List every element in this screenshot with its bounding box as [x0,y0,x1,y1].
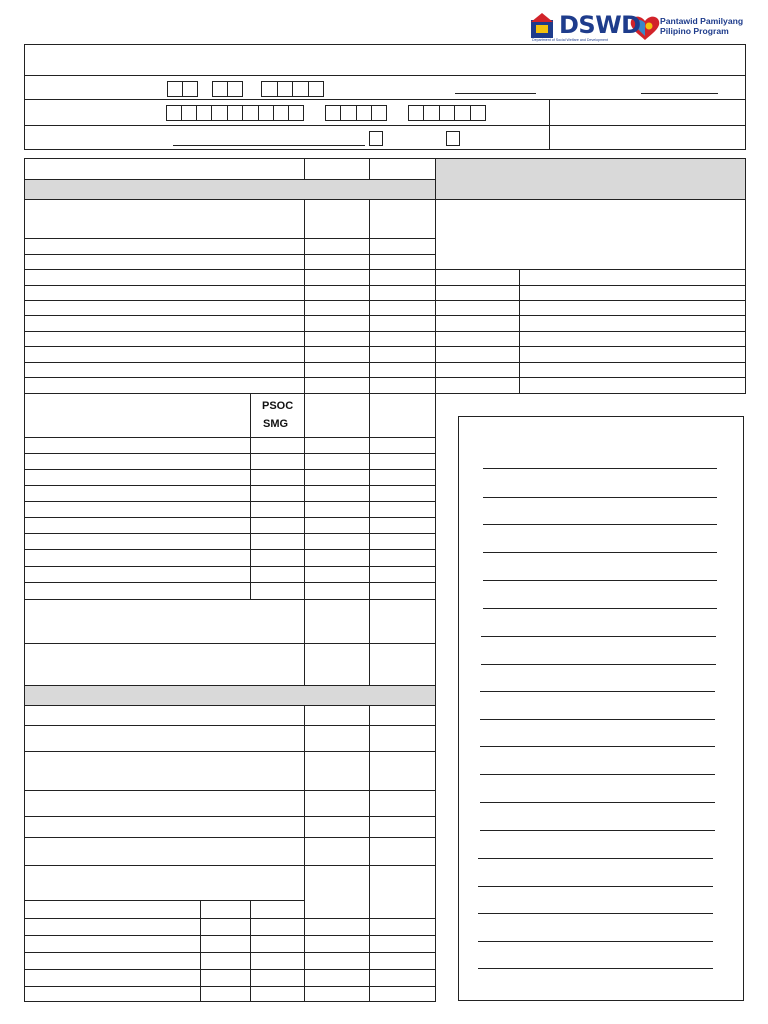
notes-line[interactable] [478,858,713,859]
row-line [24,315,746,316]
row-line [24,517,435,518]
row-line [24,179,435,180]
info-block [24,44,746,150]
row-line [24,986,435,987]
notes-line[interactable] [480,719,715,720]
program-name-line2: Pilipino Program [660,26,729,36]
row-line [24,582,435,583]
right-table-border [745,158,746,394]
notes-line[interactable] [483,552,717,553]
row-line [24,900,304,901]
notes-line[interactable] [478,968,713,969]
right-table-border [435,158,746,159]
info-divider [24,75,746,76]
row-line [24,437,435,438]
notes-line[interactable] [480,691,715,692]
row-line [24,705,435,706]
col-line [304,199,305,686]
info-divider [24,99,746,100]
row-line [24,362,746,363]
row-line [24,935,435,936]
row-line [24,865,435,866]
row-line [24,346,746,347]
notes-line[interactable] [480,802,715,803]
row-line [24,469,435,470]
agency-full-name: Department of Social Welfare and Development [532,38,609,42]
row-line [24,285,746,286]
row-line [24,918,435,919]
notes-line[interactable] [478,886,713,887]
row-line [24,501,435,502]
col-line [369,705,370,1002]
checkbox[interactable] [446,131,460,146]
row-line [24,199,746,200]
notes-line[interactable] [478,941,713,942]
notes-line[interactable] [483,468,717,469]
row-line [24,377,746,378]
notes-line[interactable] [483,497,717,498]
notes-line[interactable] [483,608,717,609]
row-line [24,725,435,726]
row-line [24,533,435,534]
notes-line[interactable] [478,913,713,914]
col-line [304,158,305,179]
program-name-line1: Pantawid Pamilyang [660,16,744,26]
notes-line[interactable] [483,580,717,581]
row-line [24,599,435,600]
id-input-boxes[interactable] [166,105,488,121]
col-line [369,158,370,179]
row-line [24,393,746,394]
notes-line[interactable] [480,774,715,775]
notes-line[interactable] [480,830,715,831]
notes-line[interactable] [483,524,717,525]
row-line [24,331,746,332]
col-line [250,393,251,599]
notes-line[interactable] [480,746,715,747]
row-line [24,549,435,550]
date-input-boxes[interactable] [167,81,327,97]
program-name [660,16,743,36]
row-line [24,952,435,953]
row-line [24,816,435,817]
right-header-shade [435,158,746,199]
agency-name: DSWD [559,11,641,39]
row-line [24,254,435,255]
row-line [24,269,746,270]
row-line [24,837,435,838]
smg-label: SMG [263,418,289,430]
row-line [24,485,435,486]
info-divider [24,125,746,126]
underline-field[interactable] [455,93,536,94]
col-line [304,705,305,1002]
notes-line[interactable] [481,636,716,637]
row-line [24,566,435,567]
col-line [369,199,370,686]
psoc-label: PSOC [262,400,294,412]
row-line [24,685,435,686]
row-line [24,790,435,791]
underline-field[interactable] [173,145,365,146]
row-line [24,969,435,970]
row-line [24,453,435,454]
right-col-line [519,269,520,393]
row-line [24,751,435,752]
info-divider [549,99,550,150]
row-line [24,643,435,644]
row-line [24,238,435,239]
notes-line[interactable] [481,664,716,665]
underline-field[interactable] [641,93,718,94]
checkbox[interactable] [369,131,383,146]
row-line [24,300,746,301]
